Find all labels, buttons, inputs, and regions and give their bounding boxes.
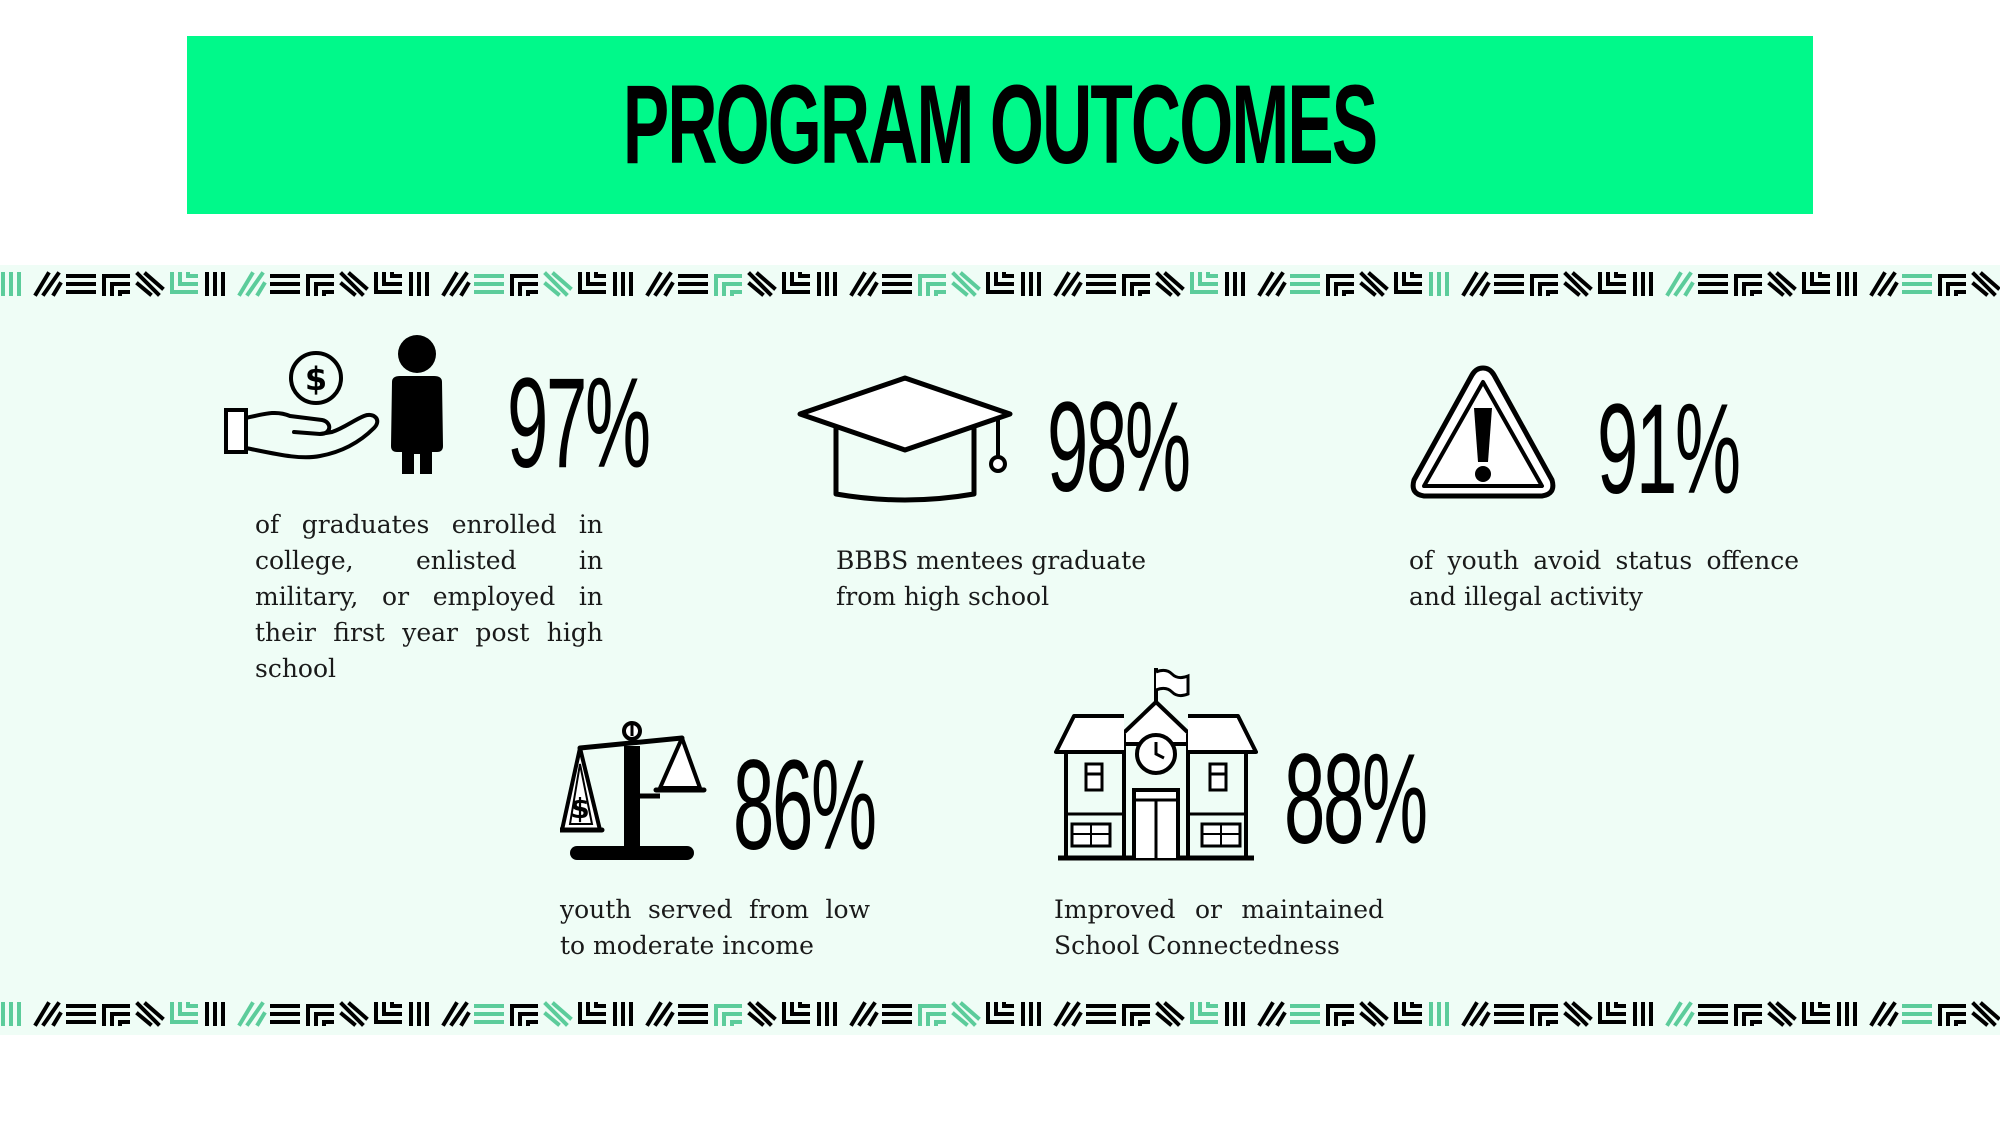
- school-building-icon: [1054, 666, 1258, 866]
- graduation-cap-icon: [796, 374, 1014, 508]
- svg-text:$: $: [570, 792, 590, 825]
- pattern-motifs: [3, 274, 1998, 294]
- title-banner: [187, 36, 1813, 214]
- stat-description-88: Improved or maintained School Connectedness: [1054, 895, 1384, 960]
- pattern-border-bottom: [0, 996, 2000, 1032]
- stat-description-91: of youth avoid status offence and illegal activity: [1409, 546, 1799, 611]
- stat-value-86: 86%: [733, 734, 875, 877]
- stat-description-86: youth served from low to moderate income: [560, 895, 870, 960]
- pattern-border-top: [0, 266, 2000, 302]
- page-title: PROGRAM OUTCOMES: [623, 62, 1377, 187]
- stat-value-88: 88%: [1284, 728, 1426, 871]
- stat-description-98: BBBS mentees graduate from high school: [836, 546, 1146, 611]
- warning-triangle-icon: [1408, 362, 1558, 506]
- stat-value-98: 98%: [1047, 376, 1189, 519]
- balance-scale-icon: [560, 718, 710, 870]
- hand-coin-person-icon: [224, 334, 464, 478]
- svg-text:$: $: [304, 360, 328, 398]
- pattern-motifs: [3, 1004, 1998, 1024]
- stat-description-97: of graduates enrolled in college, enlisted in military, or employed in their first year post high school: [255, 510, 603, 683]
- stat-value-97: 97%: [507, 352, 649, 495]
- stat-value-91: 91%: [1597, 378, 1739, 521]
